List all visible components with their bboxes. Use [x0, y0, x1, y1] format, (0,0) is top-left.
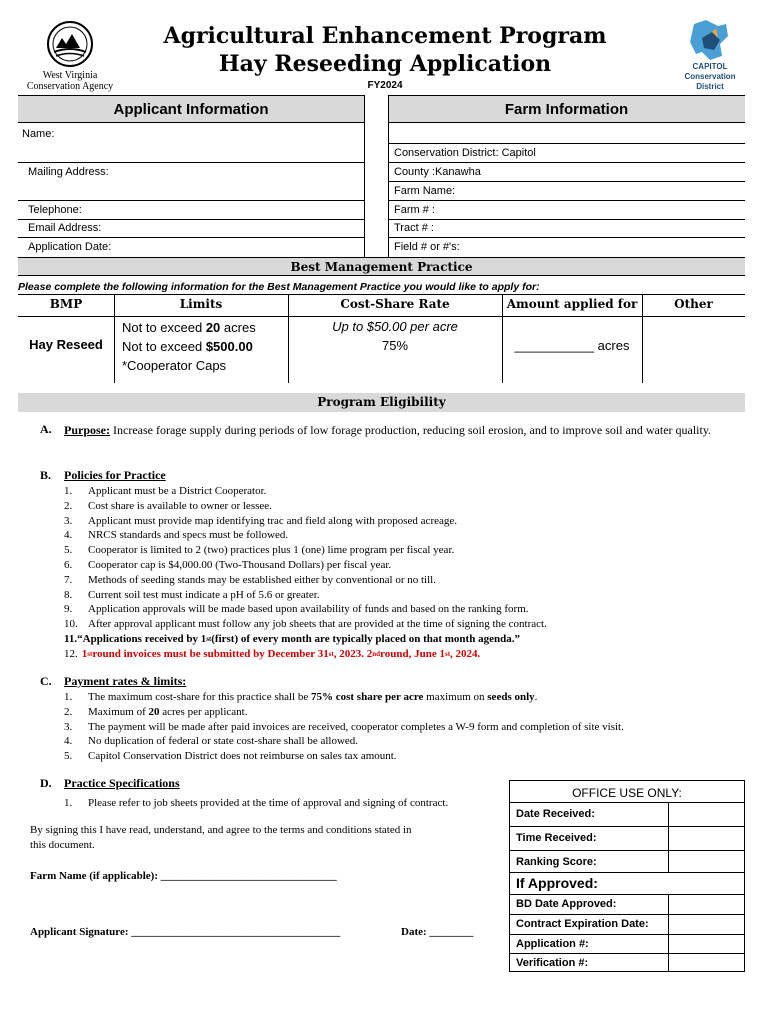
time-received-value[interactable] — [668, 826, 669, 850]
item-number: 2. — [64, 499, 73, 512]
section-d-title-row — [40, 776, 505, 791]
item-number: 10. — [64, 618, 78, 631]
invoice-sup4: st — [444, 649, 451, 658]
payment-list — [64, 690, 745, 764]
farm-name-signature-field[interactable]: Farm Name (if applicable): ________________________________ — [30, 870, 337, 882]
county-label: County :Kanawha — [394, 166, 481, 178]
county-divider — [388, 181, 745, 182]
item-text: Applicant must provide map identifying trac and field along with proposed acreage. — [88, 514, 457, 527]
office-use-box — [509, 780, 745, 972]
contract-exp-value[interactable] — [668, 914, 669, 934]
bmp-col-header-limits: Limits — [179, 297, 223, 311]
section-a-letter: A. — [40, 422, 52, 436]
section-c-letter: C. — [40, 674, 52, 688]
cost-share-rate: 75% cost share per acre — [310, 691, 424, 703]
bmp-col-header-bmp: BMP — [49, 297, 83, 311]
limit-dollars-pre: Not to exceed — [122, 339, 206, 354]
application-date-label: Application Date: — [28, 241, 112, 253]
invoice-text-b: round invoices must be submitted by December 31 — [92, 647, 329, 660]
section-b-title: Policies for Practice — [64, 468, 166, 482]
info-divider-right — [388, 95, 389, 257]
item-number: 4. — [64, 529, 73, 542]
invoice-sup2: st — [328, 649, 334, 658]
section-c-title: Payment rates & limits: — [64, 674, 187, 688]
time-received-label: Time Received: — [516, 832, 597, 844]
item-number: 12. — [64, 647, 78, 660]
list-item — [64, 796, 505, 811]
farm-number-divider — [388, 219, 745, 220]
section-c — [40, 674, 745, 764]
item-text: Applicant must be a District Cooperator. — [88, 485, 267, 497]
item-number: 6. — [64, 558, 73, 571]
bmp-row-name: Hay Reseed — [29, 337, 103, 352]
max-acres-text-a: Maximum of — [88, 705, 149, 718]
wvca-logo-text: West Virginia Conservation Agency — [26, 70, 114, 92]
limit-dollars — [122, 337, 256, 356]
tract-label: Tract # : — [394, 222, 434, 234]
item-text: After approval applicant must follow any job sheets that are provided at the time of signing the contract. — [88, 618, 547, 631]
item-number: 11. — [64, 632, 78, 645]
applicant-info-heading: Applicant Information — [18, 95, 364, 123]
item-number: 8. — [64, 588, 73, 601]
item-number: 1. — [64, 797, 73, 809]
item-text: The payment will be made after paid invoices are received, cooperator completes a W-9 form and completion of site visit. — [88, 720, 624, 733]
list-item — [64, 617, 745, 632]
office-date-received — [510, 802, 744, 826]
item-text: Methods of seeding stands may be established either by conventional or no till. — [88, 573, 436, 586]
contract-exp-label: Contract Expiration Date: — [516, 918, 649, 930]
bmp-table — [18, 294, 745, 383]
page-title-line1: Agricultural Enhancement Program — [163, 23, 607, 49]
tract-divider — [388, 237, 745, 238]
office-time-received — [510, 826, 744, 850]
list-item — [64, 499, 745, 514]
fiscal-year: FY2024 — [367, 80, 403, 91]
office-contract-exp — [510, 914, 744, 934]
agenda-sup: st — [206, 634, 212, 643]
invoice-text-a: 1 — [81, 647, 88, 660]
item-text — [88, 705, 247, 720]
cost-share-seeds: seeds only — [487, 691, 535, 703]
item-number: 9. — [64, 603, 73, 616]
limit-cooperator-caps: *Cooperator Caps — [122, 358, 227, 373]
section-d — [40, 776, 505, 811]
mailing-address-label: Mailing Address: — [28, 166, 109, 178]
district-divider — [388, 162, 745, 163]
list-item — [64, 602, 745, 617]
rate-percent: 75% — [381, 338, 409, 353]
wvca-logo — [20, 18, 120, 92]
policies-list — [64, 484, 745, 662]
list-item-agenda — [64, 632, 745, 647]
date-received-value[interactable] — [668, 802, 669, 826]
section-a — [40, 422, 745, 438]
limit-acres-pre: Not to exceed — [122, 320, 206, 335]
invoice-sup3: nd — [372, 649, 381, 658]
section-d-title: Practice Specifications — [64, 776, 180, 790]
list-item — [64, 749, 745, 764]
item-text: Current soil test must indicate a pH of 5.6 or greater. — [88, 588, 320, 601]
item-text — [88, 690, 537, 705]
application-no-value[interactable] — [668, 934, 669, 953]
signature-date-field[interactable]: Date: ________ — [401, 926, 474, 938]
cost-share-text-e: . — [534, 691, 538, 703]
capitol-map-icon — [672, 18, 748, 62]
list-item — [64, 720, 745, 735]
max-acres-text-c: acres per applicant. — [159, 705, 248, 718]
list-item-invoices — [64, 647, 745, 662]
page-title-line2: Hay Reseeding Application — [218, 51, 552, 77]
list-item — [64, 543, 745, 558]
invoice-text-d: round, June 1 — [380, 647, 445, 660]
item-text: No duplication of federal or state cost-share shall be allowed. — [88, 735, 359, 748]
eligibility-heading: Program Eligibility — [18, 393, 745, 412]
office-verification-no — [510, 953, 744, 972]
applicant-signature-field[interactable]: Applicant Signature: ______________________________________ — [30, 926, 341, 938]
office-ranking-score — [510, 850, 744, 872]
bmp-limits — [122, 318, 256, 375]
item-text: Application approvals will be made based upon availability of funds and based on the ranking form. — [88, 603, 529, 616]
item-text: NRCS standards and specs must be followed. — [88, 529, 289, 542]
mailing-divider — [18, 200, 364, 201]
verification-no-label: Verification #: — [516, 957, 589, 969]
bmp-instruction: Please complete the following information for the Best Management Practice you would like to apply for: — [18, 281, 540, 293]
max-acres-value: 20 — [148, 705, 160, 718]
cost-share-text-a: The maximum cost-share for this practice shall be — [88, 691, 311, 703]
date-received-label: Date Received: — [516, 808, 595, 820]
item-text: Cooperator is limited to 2 (two) practices plus 1 (one) lime program per fiscal year. — [88, 544, 455, 557]
ranking-score-value[interactable] — [668, 850, 669, 872]
application-no-label: Application #: — [516, 938, 589, 950]
item-number: 1. — [64, 485, 73, 497]
ranking-score-label: Ranking Score: — [516, 856, 597, 868]
section-c-title-row — [40, 674, 745, 689]
section-a-text — [64, 422, 711, 438]
limit-dollars-value: $500.00 — [205, 339, 253, 354]
section-b — [40, 468, 745, 662]
amount-applied-field[interactable]: ___________ acres — [514, 338, 630, 353]
list-item — [64, 734, 745, 749]
agenda-text-a: “Applications received by 1 — [77, 632, 207, 645]
verification-no-value[interactable] — [668, 953, 669, 972]
list-item — [64, 484, 745, 499]
agenda-text-b: (first) of every month are typically placed on that month agenda.” — [211, 632, 520, 645]
email-label: Email Address: — [28, 222, 102, 234]
name-divider — [18, 162, 364, 163]
limit-acres-post: acres — [220, 320, 256, 335]
purpose-text: Increase forage supply during periods of low forage production, reducing soil erosion, and to improve soil and water quality. — [110, 423, 712, 437]
invoice-text-c: , 2023. 2 — [333, 647, 373, 660]
agreement-text: By signing this I have read, understand, and agree to the terms and conditions stated in this document. — [30, 824, 412, 851]
capitol-logo-text — [672, 62, 748, 92]
bmp-header-bottom — [18, 316, 745, 317]
farm-top-divider — [388, 143, 745, 144]
bmp-header-top — [18, 294, 745, 295]
office-use-heading: OFFICE USE ONLY: — [572, 786, 682, 800]
item-number: 5. — [64, 544, 73, 557]
list-item — [64, 528, 745, 543]
list-item — [64, 558, 745, 573]
section-d-letter: D. — [40, 776, 52, 790]
section-a-row — [40, 422, 745, 438]
office-application-no — [510, 934, 744, 953]
section-b-letter: B. — [40, 468, 52, 482]
specs-list — [64, 796, 505, 811]
invoice-text-e: , 2024. — [450, 647, 481, 660]
telephone-label: Telephone: — [28, 204, 82, 216]
purpose-title: Purpose: — [64, 423, 110, 437]
item-number: 3. — [64, 514, 73, 527]
email-divider — [18, 237, 364, 238]
item-number: 5. — [64, 750, 73, 763]
item-text: Capitol Conservation District does not reimburse on sales tax amount. — [88, 750, 397, 763]
bmp-col-header-other: Other — [674, 297, 713, 311]
item-number: 3. — [64, 720, 73, 733]
name-label: Name: — [22, 128, 55, 140]
conservation-district-label: Conservation District: Capitol — [394, 147, 536, 159]
item-text: Please refer to job sheets provided at the time of approval and signing of contract. — [88, 797, 449, 809]
wvca-emblem-icon — [20, 18, 120, 74]
bmp-col-header-amount: Amount applied for — [506, 297, 638, 311]
farm-info-heading: Farm Information — [388, 95, 745, 123]
office-bd-date — [510, 894, 744, 914]
item-text: Cooperator cap is $4,000.00 (Two-Thousand Dollars) per fiscal year. — [88, 558, 392, 571]
limit-acres — [122, 318, 256, 337]
item-number: 7. — [64, 573, 73, 586]
bmp-heading: Best Management Practice — [18, 257, 745, 276]
list-item — [64, 514, 745, 529]
telephone-divider — [18, 219, 364, 220]
if-approved-label: If Approved: — [516, 875, 598, 891]
limit-acres-value: 20 — [205, 320, 221, 335]
item-number: 1. — [64, 691, 73, 703]
capitol-logo — [672, 18, 748, 94]
bd-date-label: BD Date Approved: — [516, 898, 617, 910]
list-item — [64, 573, 745, 588]
cost-share-text-c: maximum on — [423, 691, 488, 703]
info-divider-left — [364, 95, 365, 257]
list-item — [64, 588, 745, 603]
capitol-logo-label: CAPITOL Conservation District — [684, 62, 736, 91]
rate-per-acre: Up to $50.00 per acre — [332, 319, 458, 334]
office-if-approved — [510, 872, 744, 894]
section-b-title-row — [40, 468, 745, 483]
invoice-sup1: st — [87, 649, 93, 658]
item-number: 4. — [64, 735, 73, 748]
item-number: 2. — [64, 705, 73, 718]
bmp-col-header-rate: Cost-Share Rate — [340, 297, 450, 311]
farm-name-divider — [388, 200, 745, 201]
item-text: Cost share is available to owner or lessee. — [88, 499, 272, 512]
list-item — [64, 690, 745, 705]
list-item — [64, 705, 745, 720]
bd-date-value[interactable] — [668, 894, 669, 914]
farm-number-label: Farm # : — [394, 204, 435, 216]
field-label: Field # or #'s: — [394, 241, 460, 253]
farm-name-label: Farm Name: — [394, 185, 456, 197]
